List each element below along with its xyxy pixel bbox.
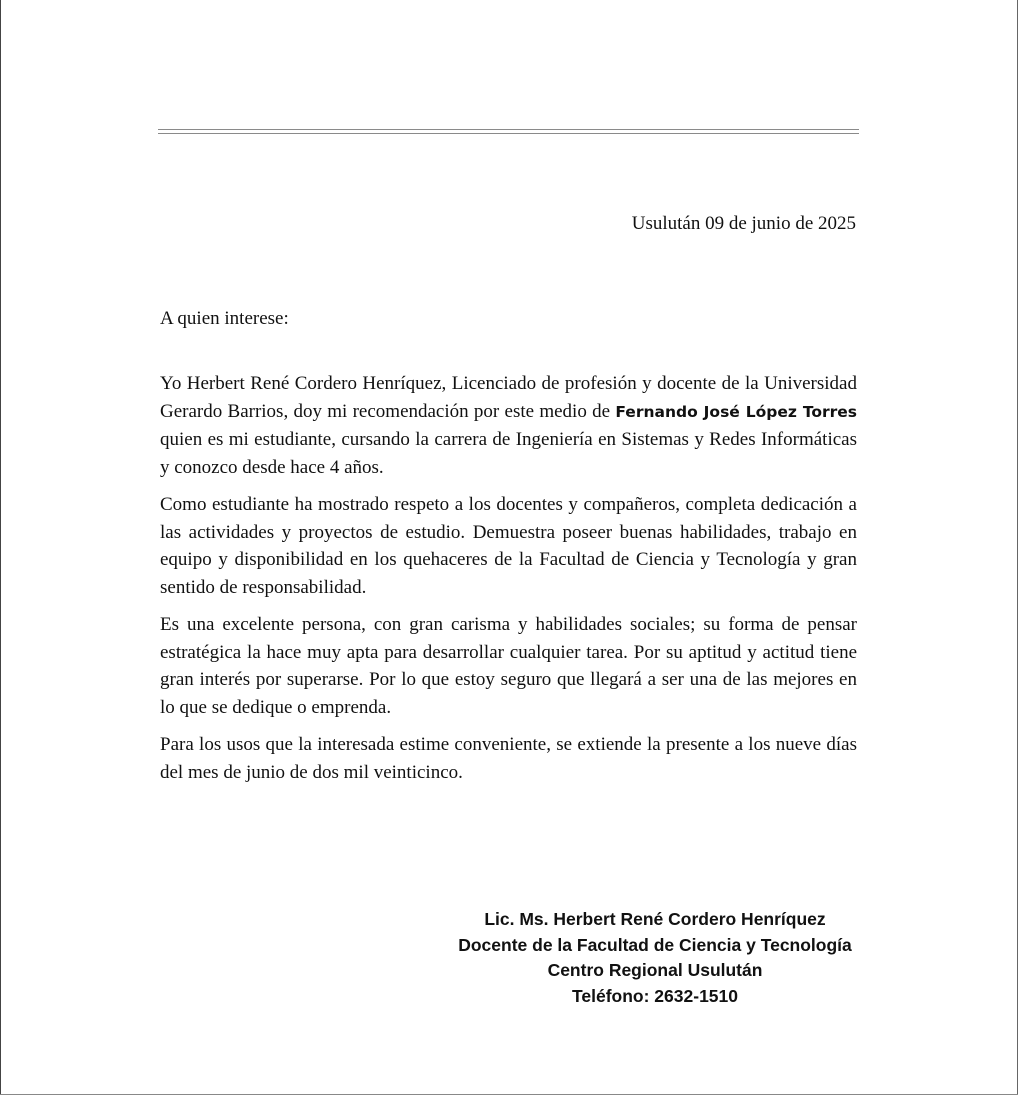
letter-salutation: A quien interese: — [160, 308, 289, 329]
signature-position: Docente de la Facultad de Ciencia y Tecnología — [458, 934, 852, 955]
intro-text-before-name: Yo Herbert René Cordero Henríquez, Licenciado de profesión y docente de la Universidad Gerardo Barrios, doy mi recomendación por este medio de — [160, 373, 857, 422]
signature-name: Lic. Ms. Herbert René Cordero Henríquez — [484, 909, 826, 929]
signature-center: Centro Regional Usulután — [547, 960, 763, 980]
student-name: Fernando José López Torres — [615, 402, 858, 421]
intro-text-after-name: quien es mi estudiante, cursando la carrera de Ingeniería en Sistemas y Redes Informáticas y conozco desde hace 4 años. — [160, 429, 857, 478]
header-rule-top-line — [158, 129, 859, 130]
paragraph-closing: Para los usos que la interesada estime conveniente, se extiende la presente a los nueve días del mes de junio de dos mil veinticinco. — [160, 734, 857, 783]
page-left-border — [0, 0, 1, 1095]
paragraph-personal-qualities: Es una excelente persona, con gran carisma y habilidades sociales; su forma de pensar estratégica la hace muy apta para desarrollar cualquier tarea. Por su aptitud y actitud tiene gran interés por superarse. Por lo que estoy seguro que llegará a ser una de las mejores en lo que se dedique o emprenda. — [160, 614, 857, 718]
letter-date: Usulután 09 de junio de 2025 — [631, 213, 856, 234]
header-rule-bottom-line — [158, 133, 859, 134]
signature-block — [450, 907, 860, 1009]
letter-body — [160, 370, 857, 796]
signature-phone: Teléfono: 2632-1510 — [572, 985, 738, 1006]
paragraph-introduction — [160, 370, 857, 481]
paragraph-student-qualities: Como estudiante ha mostrado respeto a los docentes y compañeros, completa dedicación a las actividades y proyectos de estudio. Demuestra poseer buenas habilidades, trabajo en equipo y disponibilidad en los quehaceres de la Facultad de Ciencia y Tecnología y gran sentido de responsabilidad. — [160, 494, 857, 598]
header-double-rule — [158, 129, 859, 135]
